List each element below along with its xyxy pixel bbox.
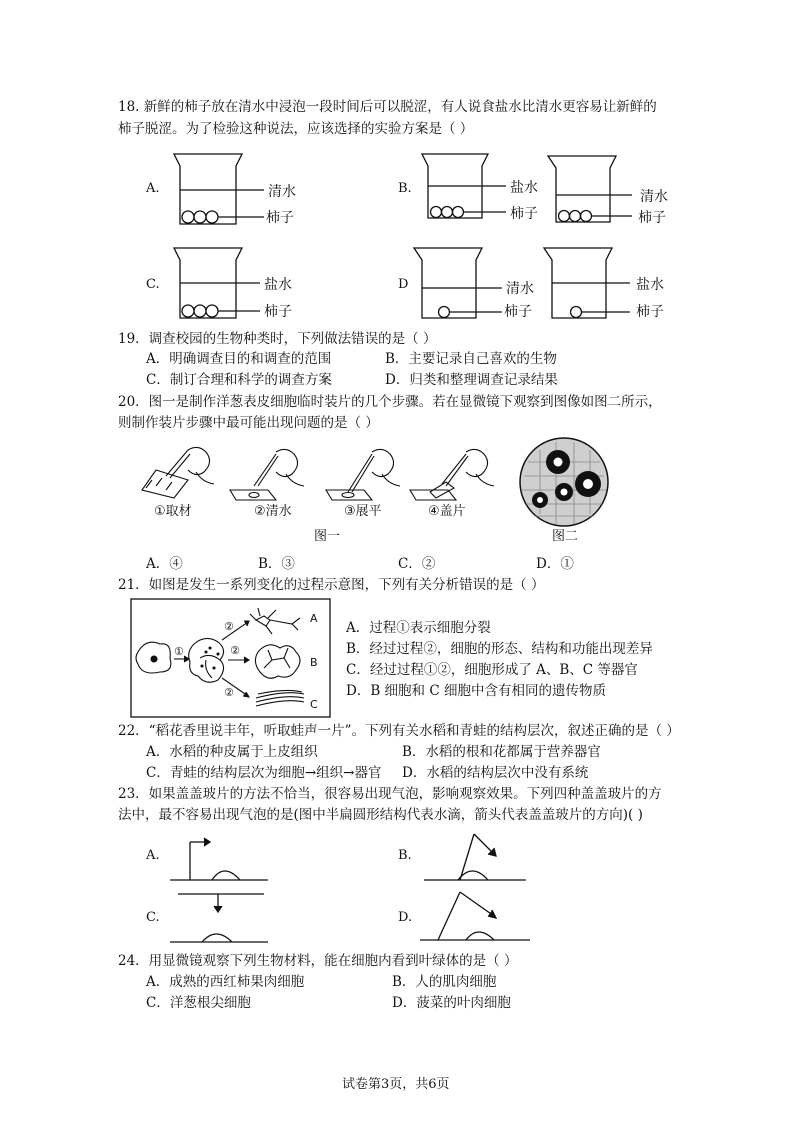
figure-one-caption: 图一 bbox=[314, 529, 341, 544]
q23-stem-line1: 23．如果盖盖玻片的方法不恰当，很容易出现气泡，影响观察效果。下列四种盖盖玻片的方 bbox=[118, 786, 662, 802]
q21-option-b: B．经过过程②，细胞的形态、结构和功能出现差异 bbox=[346, 641, 653, 657]
q22-option-c: C．青蛙的结构层次为细胞→组织→器官 bbox=[146, 765, 382, 781]
step4-illustration bbox=[410, 449, 494, 500]
page-footer: 试卷第3页，共6页 bbox=[342, 1077, 450, 1092]
q18-option-b: B. bbox=[398, 181, 412, 196]
q19-option-b: B．主要记录自己喜欢的生物 bbox=[385, 351, 557, 367]
step3-illustration bbox=[326, 449, 400, 500]
q22-option-d: D．水稻的结构层次中没有系统 bbox=[402, 765, 589, 781]
q19-option-d: D．归类和整理调查记录结果 bbox=[385, 372, 558, 388]
process-2a-label: ② bbox=[224, 620, 234, 633]
q19-stem: 19．调查校园的生物种类时，下列做法错误的是（ ） bbox=[118, 331, 437, 347]
option-a-diagram bbox=[170, 838, 268, 880]
q24-stem: 24．用显微镜观察下列生物材料，能在细胞内看到叶绿体的是（ ） bbox=[118, 953, 518, 969]
q20-stem-line1: 20．图一是制作洋葱表皮细胞临时装片的几个步骤。若在显微镜下观察到图像如图二所示， bbox=[118, 394, 662, 410]
label-b2-persimmon: 柿子 bbox=[638, 210, 666, 226]
label-d2-salt: 盐水 bbox=[636, 277, 664, 293]
cell-b-label: B bbox=[310, 656, 318, 669]
label-d1-water: 清水 bbox=[506, 281, 534, 297]
q18-option-a: A. bbox=[146, 181, 160, 196]
q20-stem-line2: 则制作装片步骤中最可能出现问题的是（ ） bbox=[118, 415, 379, 431]
q19-option-a: A．明确调查目的和调查的范围 bbox=[146, 351, 332, 367]
step3-label: ③展平 bbox=[344, 504, 382, 519]
step1-illustration bbox=[142, 447, 214, 498]
q21-stem: 21．如图是发生一系列变化的过程示意图，下列有关分析错误的是（ ） bbox=[118, 577, 545, 593]
q18-option-d: D bbox=[398, 277, 409, 292]
q20-option-a: A．④ bbox=[146, 556, 183, 572]
beaker-b1 bbox=[422, 154, 506, 218]
q23-stem-line2: 法中，最不容易出现气泡的是(图中半扁圆形结构代表水滴，箭头代表盖盖玻片的方向)( ) bbox=[118, 807, 643, 823]
q22-option-b: B．水稻的根和花都属于营养器官 bbox=[402, 744, 601, 760]
q21-cell-figure bbox=[130, 598, 332, 720]
option-d-diagram bbox=[420, 892, 530, 940]
q20-option-c: C．② bbox=[398, 556, 436, 572]
beaker-c bbox=[174, 248, 260, 318]
step2-label: ②清水 bbox=[254, 504, 292, 519]
label-d2-persimmon: 柿子 bbox=[636, 304, 664, 320]
q23-option-d: D. bbox=[398, 910, 413, 925]
label-c-salt: 盐水 bbox=[264, 277, 292, 293]
q24-option-a: A．成熟的西红柿果肉细胞 bbox=[146, 974, 305, 990]
q21-option-d: D．B 细胞和 C 细胞中含有相同的遗传物质 bbox=[346, 683, 606, 699]
label-d1-persimmon: 柿子 bbox=[504, 304, 532, 320]
label-a-water: 清水 bbox=[268, 184, 296, 200]
beaker-d1 bbox=[414, 248, 502, 318]
q20-option-b: B．③ bbox=[258, 556, 295, 572]
cell-c-label: C bbox=[310, 698, 318, 711]
q20-figure bbox=[136, 436, 616, 548]
option-c-diagram bbox=[170, 894, 268, 942]
figure-two-microscope-view bbox=[520, 438, 608, 526]
q20-option-d: D．① bbox=[536, 556, 574, 572]
cell-a-label: A bbox=[310, 612, 318, 625]
q22-option-a: A．水稻的种皮属于上皮组织 bbox=[146, 744, 318, 760]
option-b-diagram bbox=[424, 834, 526, 880]
beaker-a bbox=[174, 154, 264, 224]
label-b1-persimmon: 柿子 bbox=[510, 206, 538, 222]
q23-option-b: B. bbox=[398, 848, 412, 863]
label-c-persimmon: 柿子 bbox=[264, 304, 292, 320]
label-a-persimmon: 柿子 bbox=[266, 210, 294, 226]
q24-option-d: D．菠菜的叶肉细胞 bbox=[392, 995, 511, 1011]
label-b2-water: 清水 bbox=[640, 189, 668, 205]
q18-option-c: C. bbox=[146, 277, 160, 292]
step4-label: ④盖片 bbox=[428, 504, 466, 519]
q19-option-c: C．制订合理和科学的调查方案 bbox=[146, 372, 332, 388]
step2-illustration bbox=[230, 449, 304, 500]
q21-option-a: A．过程①表示细胞分裂 bbox=[346, 620, 491, 636]
process-2b-label: ② bbox=[230, 644, 240, 657]
q18-stem-line1: 18. 新鲜的柿子放在清水中浸泡一段时间后可以脱涩，有人说食盐水比清水更容易让新鲜的 bbox=[118, 99, 657, 115]
step1-label: ①取材 bbox=[154, 504, 192, 519]
q23-option-c: C. bbox=[146, 910, 160, 925]
process-1-label: ① bbox=[174, 645, 184, 658]
q23-coverslip-figure bbox=[160, 830, 540, 948]
figure-two-caption: 图二 bbox=[552, 529, 579, 544]
beaker-d2 bbox=[544, 248, 630, 318]
process-2c-label: ② bbox=[224, 686, 234, 699]
q22-stem: 22．“稻花香里说丰年，听取蛙声一片”。下列有关水稻和青蛙的结构层次，叙述正确的是（ ） bbox=[118, 723, 680, 739]
label-b1-salt: 盐水 bbox=[510, 180, 538, 196]
beaker-b2 bbox=[548, 156, 632, 222]
q24-option-c: C．洋葱根尖细胞 bbox=[146, 995, 251, 1011]
q18-stem-line2: 柿子脱涩。为了检验这种说法，应该选择的实验方案是（ ） bbox=[118, 121, 474, 137]
q23-option-a: A. bbox=[146, 848, 160, 863]
q24-option-b: B．人的肌肉细胞 bbox=[392, 974, 497, 990]
q18-beakers-figure bbox=[160, 150, 700, 330]
q21-option-c: C．经过过程①②，细胞形成了 A、B、C 等器官 bbox=[346, 662, 638, 678]
